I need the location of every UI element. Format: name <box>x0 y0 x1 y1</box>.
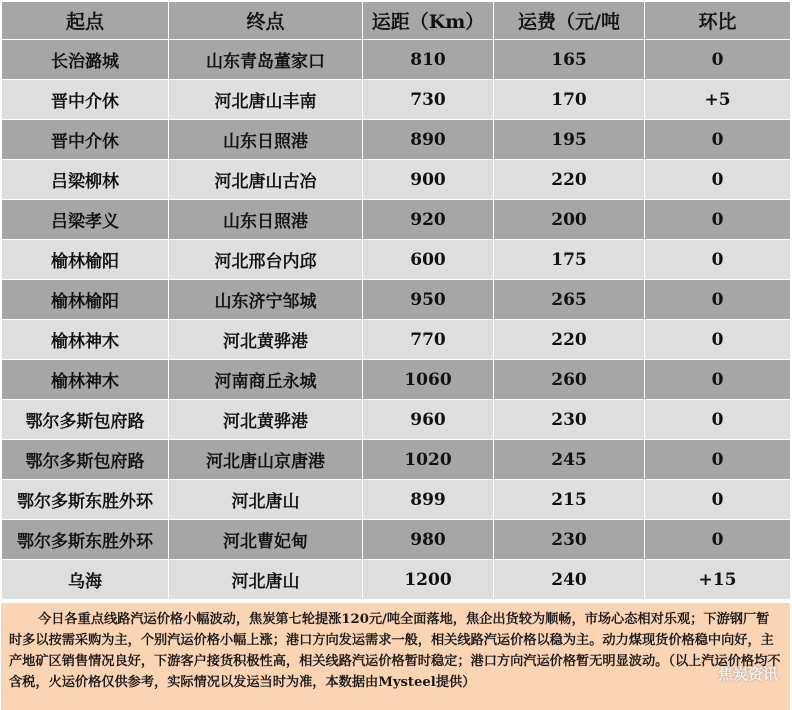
table-row <box>2 80 791 120</box>
cell-freight-fee: 265 <box>494 280 645 320</box>
cell-freight-fee: 260 <box>494 360 645 400</box>
cell-distance: 890 <box>363 120 494 160</box>
cell-freight-fee: 175 <box>494 240 645 280</box>
cell-change: +5 <box>645 80 791 120</box>
cell-change: 0 <box>645 200 791 240</box>
cell-destination: 河北邢台内邱 <box>169 240 363 280</box>
header-origin: 起点 <box>2 2 169 40</box>
cell-destination: 山东日照港 <box>169 120 363 160</box>
cell-freight-fee: 220 <box>494 160 645 200</box>
cell-change: 0 <box>645 160 791 200</box>
header-change: 环比 <box>645 2 791 40</box>
cell-origin: 鄂尔多斯东胜外环 <box>2 520 169 560</box>
cell-distance: 770 <box>363 320 494 360</box>
freight-price-table <box>1 1 791 600</box>
cell-distance: 600 <box>363 240 494 280</box>
cell-distance: 960 <box>363 400 494 440</box>
cell-origin: 吕梁柳林 <box>2 160 169 200</box>
cell-distance: 920 <box>363 200 494 240</box>
cell-change: 0 <box>645 240 791 280</box>
cell-distance: 810 <box>363 40 494 80</box>
cell-origin: 鄂尔多斯包府路 <box>2 400 169 440</box>
cell-change: 0 <box>645 400 791 440</box>
header-distance: 运距（Km） <box>363 2 494 40</box>
watermark: 焦炭资讯 <box>717 665 778 683</box>
cell-freight-fee: 230 <box>494 400 645 440</box>
cell-destination: 河北唐山丰南 <box>169 80 363 120</box>
cell-freight-fee: 240 <box>494 560 645 600</box>
cell-origin: 鄂尔多斯东胜外环 <box>2 480 169 520</box>
cell-change: 0 <box>645 280 791 320</box>
header-destination: 终点 <box>169 2 363 40</box>
table-body <box>2 40 791 600</box>
cell-origin: 榆林榆阳 <box>2 240 169 280</box>
table-row <box>2 320 791 360</box>
table-header-row <box>2 2 791 40</box>
cell-change: +15 <box>645 560 791 600</box>
cell-destination: 山东日照港 <box>169 200 363 240</box>
cell-freight-fee: 165 <box>494 40 645 80</box>
header-freight-fee: 运费（元/吨 <box>494 2 645 40</box>
table-row <box>2 160 791 200</box>
cell-origin: 榆林榆阳 <box>2 280 169 320</box>
cell-distance: 899 <box>363 480 494 520</box>
cell-destination: 河北唐山京唐港 <box>169 440 363 480</box>
cell-destination: 山东青岛董家口 <box>169 40 363 80</box>
cell-destination: 河北黄骅港 <box>169 400 363 440</box>
table-row <box>2 280 791 320</box>
cell-change: 0 <box>645 440 791 480</box>
cell-destination: 河南商丘永城 <box>169 360 363 400</box>
cell-change: 0 <box>645 40 791 80</box>
table-row <box>2 200 791 240</box>
table-row <box>2 400 791 440</box>
cell-change: 0 <box>645 120 791 160</box>
cell-change: 0 <box>645 480 791 520</box>
cell-distance: 730 <box>363 80 494 120</box>
cell-freight-fee: 170 <box>494 80 645 120</box>
cell-freight-fee: 245 <box>494 440 645 480</box>
cell-destination: 河北曹妃甸 <box>169 520 363 560</box>
cell-distance: 980 <box>363 520 494 560</box>
cell-distance: 900 <box>363 160 494 200</box>
cell-change: 0 <box>645 360 791 400</box>
cell-origin: 吕梁孝义 <box>2 200 169 240</box>
table-row <box>2 120 791 160</box>
cell-freight-fee: 230 <box>494 520 645 560</box>
cell-origin: 晋中介休 <box>2 80 169 120</box>
cell-origin: 乌海 <box>2 560 169 600</box>
cell-distance: 1060 <box>363 360 494 400</box>
cell-distance: 950 <box>363 280 494 320</box>
table-row <box>2 520 791 560</box>
table-row <box>2 360 791 400</box>
table-row <box>2 240 791 280</box>
cell-freight-fee: 195 <box>494 120 645 160</box>
cell-distance: 1200 <box>363 560 494 600</box>
table-row <box>2 480 791 520</box>
cell-destination: 河北黄骅港 <box>169 320 363 360</box>
cell-origin: 鄂尔多斯包府路 <box>2 440 169 480</box>
market-commentary: 今日各重点线路汽运价格小幅波动，焦炭第七轮提涨120元/吨全面落地，焦企出货较为顺畅，市场心态相对乐观；下游钢厂暂时多以按需采购为主，个别汽运价格小幅上涨；港口方向发运需求一般，相关线路汽运价格以稳为主。动力煤现货价格稳中向好，主产地矿区销售情况良好，下游客户接货积极性高，相关线路汽运价格暂时稳定；港口方向汽运价格暂无明显波动。（以上汽运价格均不含税，火运价格仅供参考，实际情况以发运当时为准，本数据由Mysteel提供） <box>1 603 790 710</box>
cell-destination: 河北唐山 <box>169 480 363 520</box>
cell-origin: 晋中介休 <box>2 120 169 160</box>
cell-origin: 榆林神木 <box>2 320 169 360</box>
table-row <box>2 440 791 480</box>
cell-change: 0 <box>645 520 791 560</box>
cell-origin: 长治潞城 <box>2 40 169 80</box>
cell-freight-fee: 220 <box>494 320 645 360</box>
cell-destination: 山东济宁邹城 <box>169 280 363 320</box>
cell-freight-fee: 215 <box>494 480 645 520</box>
cell-freight-fee: 200 <box>494 200 645 240</box>
table-row <box>2 40 791 80</box>
table-row <box>2 560 791 600</box>
cell-origin: 榆林神木 <box>2 360 169 400</box>
cell-destination: 河北唐山 <box>169 560 363 600</box>
cell-change: 0 <box>645 320 791 360</box>
cell-destination: 河北唐山古冶 <box>169 160 363 200</box>
cell-distance: 1020 <box>363 440 494 480</box>
